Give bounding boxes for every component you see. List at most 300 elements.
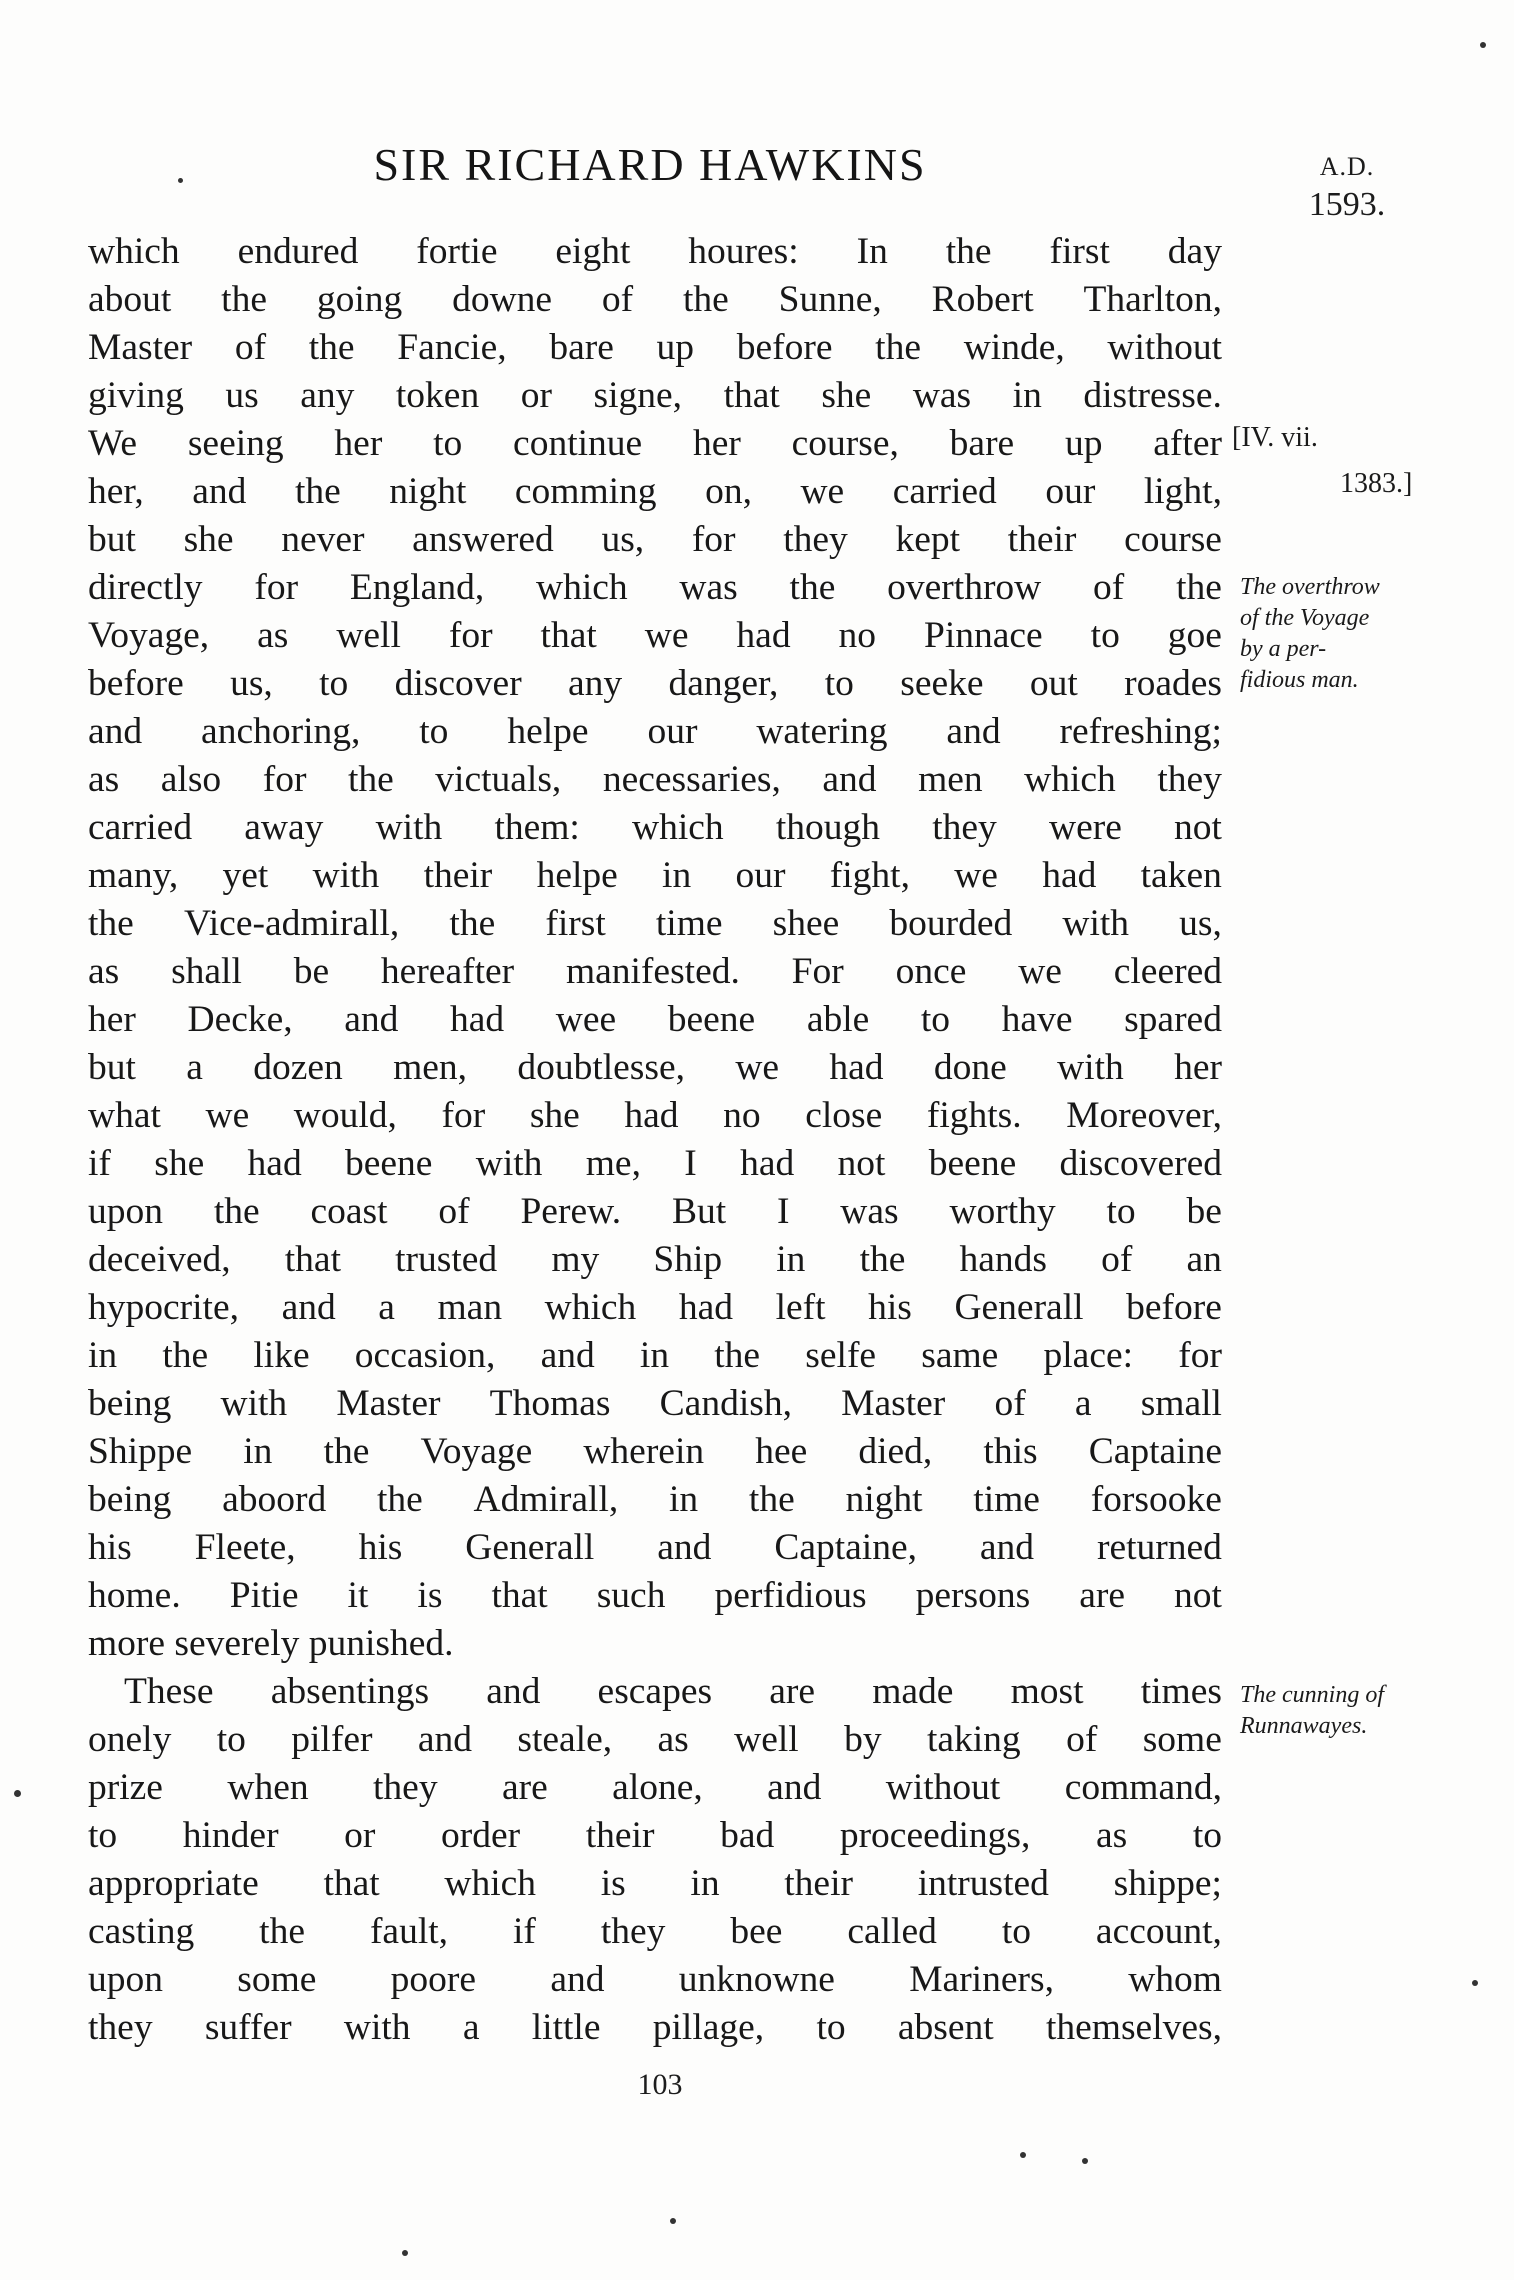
word: onely (88, 1719, 172, 1760)
word: they (88, 2007, 153, 2048)
word: the (88, 903, 134, 944)
word: carried (88, 807, 193, 848)
text-line (88, 708, 1222, 756)
text-line (88, 1908, 1222, 1956)
word: left (775, 1287, 826, 1328)
word: place: (1043, 1335, 1134, 1376)
word: that (284, 1239, 341, 1280)
word: had (678, 1287, 734, 1328)
word: carried (892, 471, 997, 512)
word: me, (585, 1143, 641, 1184)
word: wee (555, 999, 617, 1040)
word: is (600, 1863, 626, 1904)
word: to (319, 663, 349, 704)
text-line (88, 900, 1222, 948)
word: anchoring, (201, 711, 361, 752)
word: and (767, 1767, 822, 1808)
word: in (1012, 375, 1042, 416)
word: hands (959, 1239, 1048, 1280)
text-line (88, 276, 1222, 324)
text-line (88, 2004, 1222, 2052)
word: their (1007, 519, 1077, 560)
word: Thomas (489, 1383, 611, 1424)
word: upon (88, 1959, 163, 2000)
word: and (550, 1959, 605, 2000)
word: Vice-admirall, (183, 903, 400, 944)
word: is (417, 1575, 443, 1616)
word: which (535, 567, 628, 608)
word: returned (1096, 1527, 1222, 1568)
word: with (312, 855, 380, 896)
word: deceived, (88, 1239, 231, 1280)
word: the (347, 759, 394, 800)
word: that (540, 615, 597, 656)
word: in (639, 1335, 670, 1376)
word: she (821, 375, 872, 416)
word: to (1001, 1911, 1031, 1952)
word: For (791, 951, 844, 992)
word: to (433, 423, 463, 464)
text-line (88, 564, 1222, 612)
word: houres: (688, 231, 799, 272)
word: suffer (204, 2007, 292, 2048)
word: selfe (805, 1335, 877, 1376)
word: able (806, 999, 870, 1040)
word: to (1192, 1815, 1222, 1856)
word: a (1074, 1383, 1092, 1424)
word: the (259, 1911, 305, 1952)
word: eight (555, 231, 631, 272)
text-line (88, 1572, 1222, 1620)
word: to (920, 999, 951, 1040)
word: close (805, 1095, 883, 1136)
text-line (88, 372, 1222, 420)
word: as (88, 951, 120, 992)
word: casting (88, 1911, 195, 1952)
text-line (88, 756, 1222, 804)
word: occasion, (354, 1335, 496, 1376)
word: comming (514, 471, 657, 512)
word: well (734, 1719, 799, 1760)
word: in (690, 1863, 720, 1904)
word: hypocrite, (88, 1287, 239, 1328)
word: Master (88, 327, 193, 368)
word: course, (791, 423, 899, 464)
word: Perew. (520, 1191, 622, 1232)
word: after (1153, 423, 1222, 464)
word: and (822, 759, 877, 800)
word: and (88, 711, 143, 752)
scan-speck (1472, 1980, 1478, 1986)
body-text (88, 228, 1222, 2052)
word: In (856, 231, 888, 272)
text-line (88, 1860, 1222, 1908)
word: the (945, 231, 992, 272)
word: we (954, 855, 998, 896)
word: helpe (536, 855, 618, 896)
word: unknowne (678, 1959, 835, 2000)
word: beene (667, 999, 756, 1040)
word: fights. (926, 1095, 1022, 1136)
word: appropriate (88, 1863, 259, 1904)
word: poore (390, 1959, 477, 2000)
word: kept (895, 519, 961, 560)
word: Ship (653, 1239, 723, 1280)
word: to (88, 1815, 118, 1856)
word: hinder (182, 1815, 279, 1856)
word: coast (310, 1191, 388, 1232)
word: not (1174, 807, 1222, 848)
word: whom (1128, 1959, 1222, 2000)
word: wherein (583, 1431, 705, 1472)
word: with (375, 807, 443, 848)
word: directly (88, 567, 203, 608)
word: first (545, 903, 606, 944)
word: without (1107, 327, 1222, 368)
word: themselves, (1045, 2007, 1222, 2048)
word: roades (1124, 663, 1222, 704)
word: Captaine, (774, 1527, 917, 1568)
word: of (1066, 1719, 1098, 1760)
word: was (679, 567, 738, 608)
text-line (88, 1476, 1222, 1524)
word: in (243, 1431, 273, 1472)
word: her (88, 999, 136, 1040)
word: have (1001, 999, 1073, 1040)
word: alone, (612, 1767, 703, 1808)
word: his (358, 1527, 403, 1568)
word: us (225, 375, 259, 416)
scan-speck (1480, 42, 1486, 48)
word: this (983, 1431, 1038, 1472)
word: us, (230, 663, 273, 704)
year-label: 1593. (1308, 186, 1386, 223)
word: and (486, 1671, 541, 1712)
word: she (529, 1095, 580, 1136)
word: hereafter (380, 951, 515, 992)
word: it (347, 1575, 369, 1616)
word: and (417, 1719, 472, 1760)
word: my (551, 1239, 600, 1280)
word: most (1010, 1671, 1084, 1712)
word: we (644, 615, 689, 656)
word: and (281, 1287, 336, 1328)
word: doubtlesse, (517, 1047, 686, 1088)
text-line (88, 468, 1222, 516)
word: the (162, 1335, 209, 1376)
text-line (88, 1380, 1222, 1428)
word: when (227, 1767, 309, 1808)
word: worthy (949, 1191, 1056, 1232)
word: being (88, 1479, 172, 1520)
word: cleered (1113, 951, 1222, 992)
word: shall (171, 951, 242, 992)
text-line (88, 1764, 1222, 1812)
word: danger, (668, 663, 779, 704)
word: our (735, 855, 786, 896)
word: men (918, 759, 983, 800)
word: Sunne, (778, 279, 882, 320)
word: before (1126, 1287, 1222, 1328)
word: Voyage, (88, 615, 210, 656)
word: that (323, 1863, 380, 1904)
word: no (723, 1095, 761, 1136)
word: Candish, (659, 1383, 792, 1424)
word: had (624, 1095, 679, 1136)
word: had (247, 1143, 302, 1184)
word: discover (394, 663, 522, 704)
word: first (1049, 231, 1110, 272)
word: we (1018, 951, 1062, 992)
word: died, (858, 1431, 933, 1472)
word: Generall (954, 1287, 1084, 1328)
word: prize (88, 1767, 163, 1808)
word: to (216, 1719, 246, 1760)
word: they (932, 807, 997, 848)
scan-speck (178, 178, 183, 183)
word: continue (513, 423, 643, 464)
word: we (800, 471, 845, 512)
era-label: A.D. (1319, 152, 1375, 181)
word: had (736, 615, 791, 656)
word: or (520, 375, 552, 416)
word: watering (756, 711, 888, 752)
word: winde, (963, 327, 1065, 368)
text-line (88, 1236, 1222, 1284)
word: had (829, 1047, 884, 1088)
word: with (475, 1143, 543, 1184)
word: of (1093, 567, 1125, 608)
word: the (308, 327, 355, 368)
word: on, (705, 471, 752, 512)
word: to (816, 2007, 846, 2048)
word: absentings (270, 1671, 430, 1712)
word: I (776, 1191, 790, 1232)
word: command, (1064, 1767, 1222, 1808)
word: away (244, 807, 324, 848)
word: Admirall, (473, 1479, 619, 1520)
text-line (88, 1284, 1222, 1332)
word: of (601, 279, 634, 320)
word: helpe (507, 711, 589, 752)
word: us, (1179, 903, 1222, 944)
text-line (88, 1668, 1222, 1716)
word: and (979, 1527, 1035, 1568)
word: Master (336, 1383, 441, 1424)
word: which (1024, 759, 1116, 800)
word: upon (88, 1191, 163, 1232)
word: taken (1140, 855, 1222, 896)
word: yet (222, 855, 269, 896)
word: of (994, 1383, 1026, 1424)
word: home. (88, 1575, 181, 1616)
word: time (655, 903, 723, 944)
word: about (88, 279, 172, 320)
page-number: 103 (637, 2068, 683, 2101)
word: day (1167, 231, 1222, 272)
word: the (221, 279, 267, 320)
word: discovered (1059, 1143, 1222, 1184)
word: had (1042, 855, 1097, 896)
word: not (837, 1143, 886, 1184)
word: be (1186, 1191, 1222, 1232)
word: an (1186, 1239, 1222, 1280)
word: being (88, 1383, 172, 1424)
word: their (585, 1815, 655, 1856)
word: necessaries, (602, 759, 781, 800)
sidenote-line: Runnawayes. (1240, 1713, 1368, 1739)
word: them: (494, 807, 580, 848)
word: But (671, 1191, 727, 1232)
word: up (656, 327, 695, 368)
word: perfidious (714, 1575, 867, 1616)
text-line (88, 660, 1222, 708)
word: the (294, 471, 341, 512)
sidenote-overthrow (1240, 572, 1450, 696)
scan-speck (1082, 2158, 1088, 2164)
word: which (88, 231, 180, 272)
word: beene (345, 1143, 433, 1184)
word: absent (897, 2007, 994, 2048)
word: the (789, 567, 836, 608)
word: goe (1167, 615, 1222, 656)
word: aboord (222, 1479, 327, 1520)
scan-speck (670, 2218, 676, 2224)
word: These (124, 1671, 214, 1712)
word: seeing (187, 423, 284, 464)
word: Fancie, (397, 327, 507, 368)
word: her (1174, 1047, 1222, 1088)
word: the (714, 1335, 761, 1376)
word: shippe; (1113, 1863, 1222, 1904)
word: for (448, 615, 493, 656)
word: pilfer (291, 1719, 373, 1760)
word: forsooke (1090, 1479, 1222, 1520)
sidenote-line: by a per- (1240, 636, 1327, 662)
word: no (838, 615, 877, 656)
word: of (438, 1191, 470, 1232)
text-line (88, 1140, 1222, 1188)
word: I (684, 1143, 697, 1184)
word: to (419, 711, 449, 752)
word: bourded (889, 903, 1013, 944)
word: overthrow (887, 567, 1042, 608)
word: intrusted (917, 1863, 1049, 1904)
word: up (1064, 423, 1103, 464)
word: in (88, 1335, 118, 1376)
word: are (501, 1767, 548, 1808)
word: man (437, 1287, 503, 1328)
text-line (88, 324, 1222, 372)
text-line (88, 1524, 1222, 1572)
word: for (441, 1095, 486, 1136)
word: distresse. (1083, 375, 1222, 416)
word: downe (452, 279, 553, 320)
text-line (88, 1716, 1222, 1764)
word: her, (88, 471, 144, 512)
word: fortie (416, 231, 498, 272)
word: with (1057, 1047, 1124, 1088)
word: some (237, 1959, 317, 2000)
word: Mariners, (909, 1959, 1054, 2000)
word: answered (412, 519, 554, 560)
word: his (88, 1527, 132, 1568)
word: be (293, 951, 330, 992)
word: if (512, 1911, 536, 1952)
word: beene (928, 1143, 1017, 1184)
text-line (88, 516, 1222, 564)
word: We (88, 423, 138, 464)
word: refreshing; (1059, 711, 1222, 752)
word: she (154, 1143, 205, 1184)
word: and (192, 471, 247, 512)
word: would, (293, 1095, 397, 1136)
word: our (1045, 471, 1096, 512)
word: order (441, 1815, 521, 1856)
word: Fleete, (194, 1527, 296, 1568)
word: times (1140, 1671, 1222, 1712)
word: fight, (829, 855, 910, 896)
word: night (845, 1479, 923, 1520)
word: any (300, 375, 355, 416)
word: not (1174, 1575, 1222, 1616)
word: signe, (593, 375, 683, 416)
word: of (234, 327, 267, 368)
word: with (343, 2007, 411, 2048)
word: escapes (597, 1671, 713, 1712)
word: taking (926, 1719, 1021, 1760)
word: bare (549, 327, 614, 368)
text-line (88, 948, 1222, 996)
running-title: SIR RICHARD HAWKINS (373, 139, 927, 190)
word: as (88, 759, 120, 800)
sidenote-line: The cunning of (1240, 1682, 1384, 1708)
text-line (88, 1188, 1222, 1236)
word: for (262, 759, 307, 800)
word: with (1062, 903, 1130, 944)
word: of (1101, 1239, 1133, 1280)
word: bare (949, 423, 1015, 464)
word: Master (841, 1383, 946, 1424)
word: Pinnace (923, 615, 1043, 656)
word: her (334, 423, 383, 464)
word: to (1090, 615, 1120, 656)
word: Moreover, (1066, 1095, 1222, 1136)
text-line (88, 612, 1222, 660)
word: which (544, 1287, 637, 1328)
word: her (692, 423, 741, 464)
word: England, (349, 567, 485, 608)
text-line (88, 1332, 1222, 1380)
text-line (88, 420, 1222, 468)
word: which (632, 807, 724, 848)
word: Captaine (1088, 1431, 1222, 1472)
word: before (88, 663, 184, 704)
word: are (1079, 1575, 1125, 1616)
word: she (183, 519, 234, 560)
word: we (205, 1095, 250, 1136)
word: a (186, 1047, 203, 1088)
word: manifested. (565, 951, 740, 992)
word: though (775, 807, 881, 848)
word: they (600, 1911, 666, 1952)
word: small (1140, 1383, 1222, 1424)
word: the (1176, 567, 1222, 608)
word: was (912, 375, 972, 416)
word: shee (772, 903, 840, 944)
word: their (784, 1863, 853, 1904)
word: in (662, 855, 692, 896)
